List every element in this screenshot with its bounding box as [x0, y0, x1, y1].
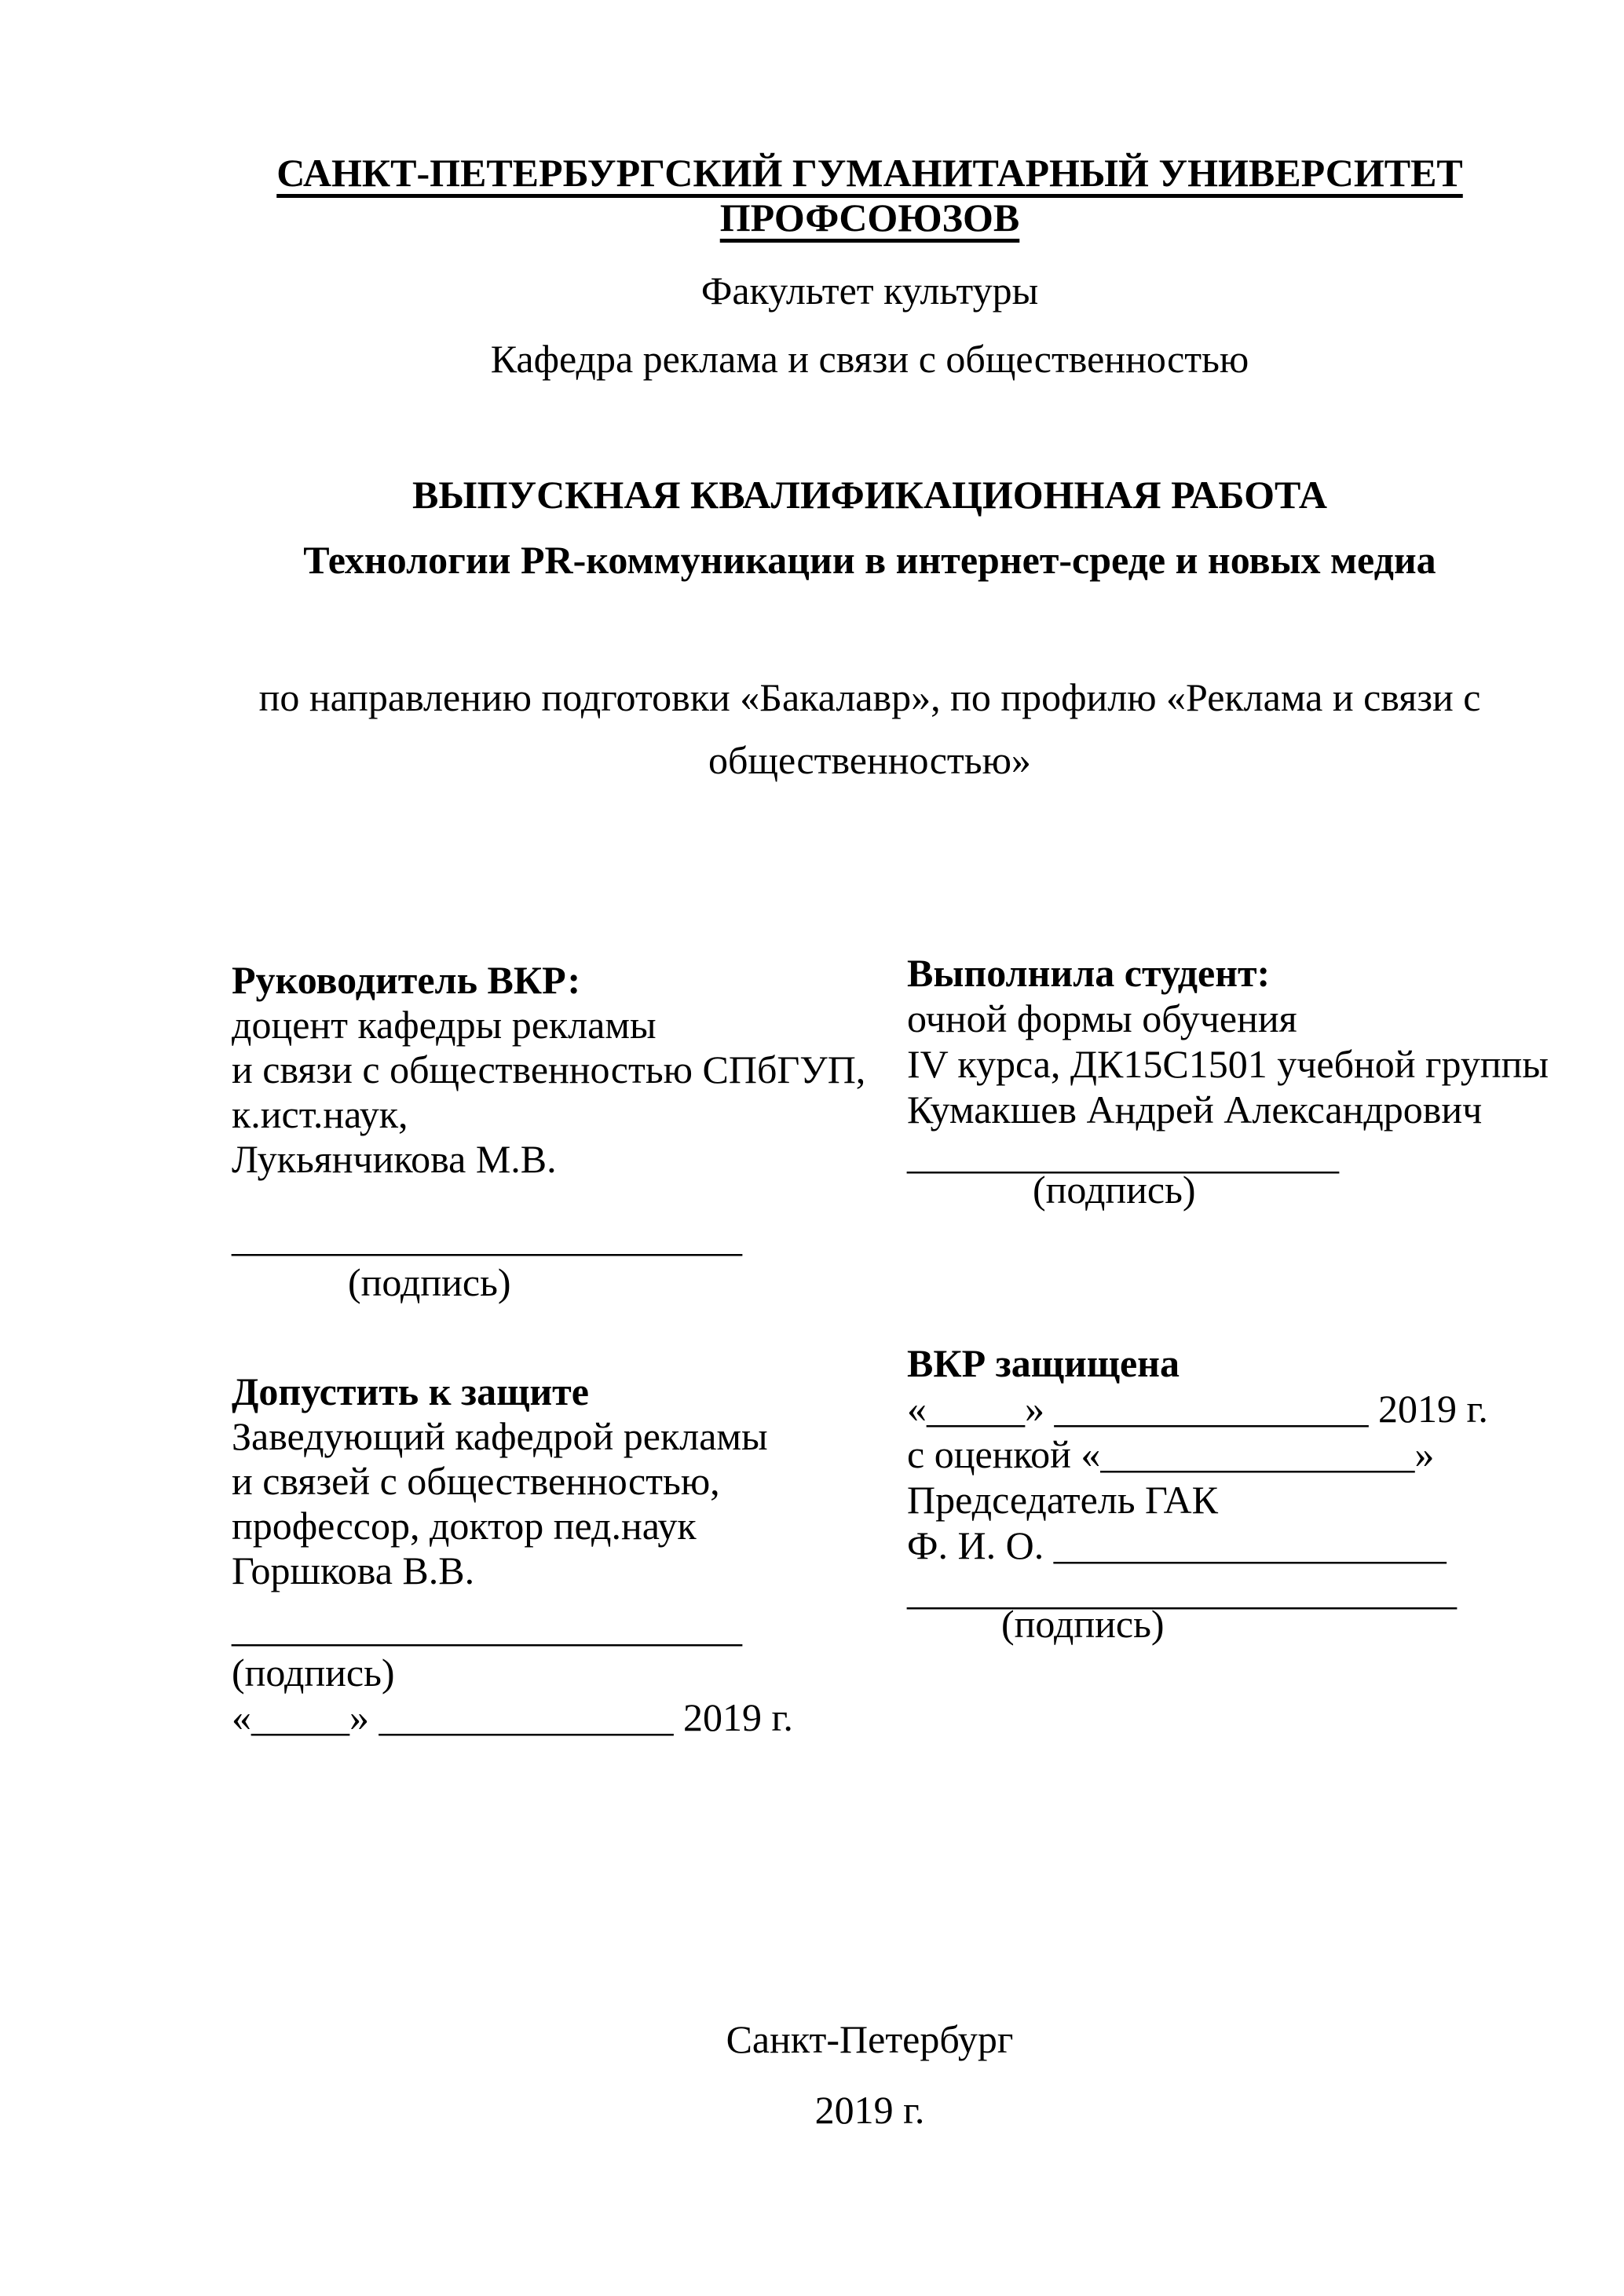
- defense-chair-line: Председатель ГАК: [907, 1478, 1218, 1522]
- university-name-line1: САНКТ-ПЕТЕРБУРГСКИЙ ГУМАНИТАРНЫЙ УНИВЕРСИТЕТ: [276, 151, 1463, 195]
- advisor-line: доцент кафедры рекламы: [232, 1003, 657, 1047]
- advisor-signature-line: __________________________: [232, 1216, 742, 1260]
- university-name-line2: ПРОФСОЮЗОВ: [719, 196, 1020, 239]
- advisor-heading: Руководитель ВКР:: [232, 958, 581, 1002]
- advisor-line: и связи с общественностью СПбГУП,: [232, 1047, 866, 1091]
- admission-signature-line: __________________________: [232, 1606, 742, 1650]
- faculty-line: Факультет культуры: [700, 269, 1039, 313]
- student-heading: Выполнила студент:: [907, 951, 1271, 995]
- defense-date-line: «_____» ________________ 2019 г.: [907, 1387, 1488, 1431]
- admission-line: и связей с общественностью,: [232, 1459, 720, 1503]
- work-type-heading: ВЫПУСКНАЯ КВАЛИФИКАЦИОННАЯ РАБОТА: [412, 473, 1327, 517]
- defense-heading: ВКР защищена: [907, 1341, 1180, 1385]
- defense-grade-line: с оценкой «________________»: [907, 1432, 1435, 1476]
- department-line: Кафедра реклама и связи с общественностью: [490, 337, 1249, 381]
- student-signature-caption: (подпись): [1033, 1168, 1196, 1212]
- advisor-line: к.ист.наук,: [232, 1092, 408, 1136]
- defense-signature-caption: (подпись): [1001, 1602, 1165, 1646]
- admission-line: профессор, доктор пед.наук: [232, 1504, 697, 1548]
- student-line: Кумакшев Андрей Александрович: [907, 1088, 1483, 1132]
- advisor-signature-caption: (подпись): [348, 1260, 511, 1304]
- footer: [232, 2004, 1508, 2145]
- admission-date-line: «_____» _______________ 2019 г.: [232, 1695, 793, 1739]
- admission-heading: Допустить к защите: [232, 1369, 589, 1413]
- work-title: Технологии PR-коммуникации в интернет-среде и новых медиа: [303, 538, 1436, 582]
- advisor-line: Лукьянчикова М.В.: [232, 1137, 557, 1181]
- admission-signature-caption: (подпись): [232, 1651, 395, 1695]
- admission-line: Горшкова В.В.: [232, 1548, 475, 1592]
- right-column: [907, 950, 1549, 1647]
- left-column: [232, 958, 891, 1740]
- university-title: [232, 151, 1508, 240]
- footer-year: 2019 г.: [814, 2088, 925, 2132]
- defense-signature-line: ____________________________: [907, 1569, 1457, 1613]
- program-paragraph: [232, 666, 1508, 792]
- student-line: IV курса, ДК15С1501 учебной группы: [907, 1042, 1549, 1086]
- defense-fio-line: Ф. И. О. ____________________: [907, 1523, 1447, 1567]
- program-line2: общественностью»: [708, 738, 1031, 782]
- student-signature-line: ______________________: [907, 1133, 1339, 1177]
- student-line: очной формы обучения: [907, 996, 1297, 1040]
- footer-city: Санкт-Петербург: [726, 2017, 1014, 2061]
- admission-line: Заведующий кафедрой рекламы: [232, 1414, 768, 1458]
- program-line1: по направлению подготовки «Бакалавр», по профилю «Реклама и связи с: [258, 675, 1481, 719]
